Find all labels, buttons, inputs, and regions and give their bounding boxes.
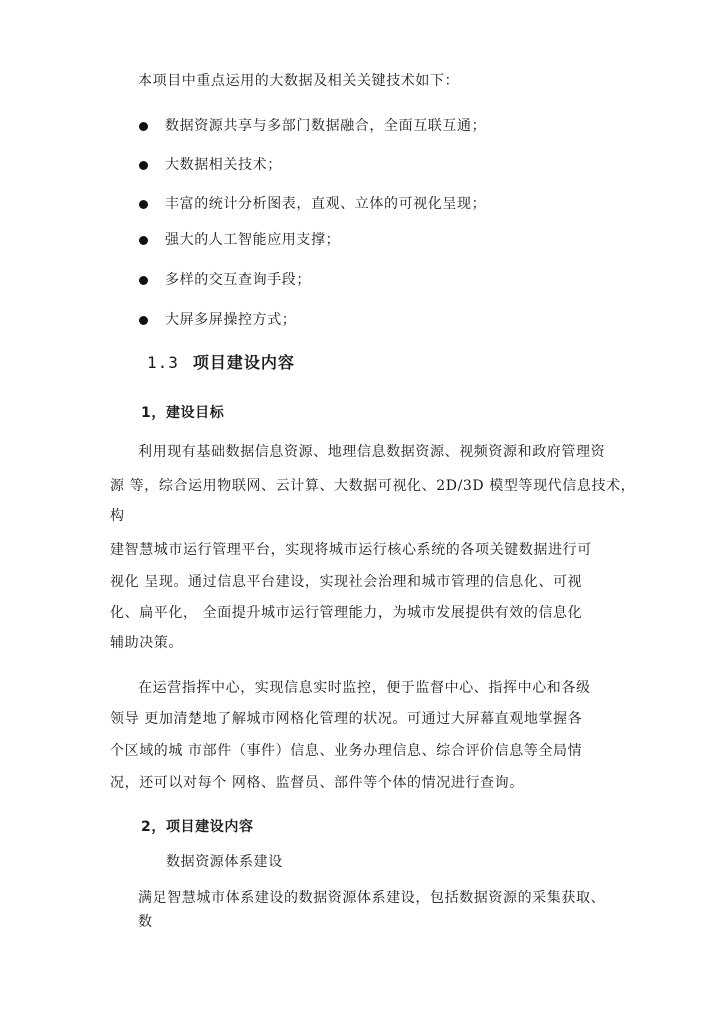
- paragraph-line: 满足智慧城市体系建设的数据资源体系建设，包括数据资源的采集获取、: [138, 890, 606, 906]
- bullet-item: 强大的人工智能应用支撑；: [165, 232, 341, 248]
- bullet-dot-icon: [139, 200, 148, 209]
- bullet-dot-icon: [139, 122, 148, 131]
- paragraph-line: 建智慧城市运行管理平台，实现将城市运行核心系统的各项关键数据进行可: [110, 542, 592, 558]
- paragraph-line: 利用现有基础数据信息资源、地理信息数据资源、视频资源和政府管理资: [138, 444, 606, 460]
- paragraph-line: 源 等，综合运用物联网、云计算、大数据可视化、2D/3D 模型等现代信息技术，: [110, 478, 636, 494]
- section-title: 项目建设内容: [192, 353, 295, 372]
- subheading-goal: 1，建设目标: [141, 405, 225, 421]
- paragraph-line: 辅助决策。: [110, 635, 183, 651]
- subheading-content: 2，项目建设内容: [141, 819, 254, 835]
- paragraph-line: 况，还可以对每个 网格、监督员、部件等个体的情况进行查询。: [110, 775, 524, 791]
- bullet-dot-icon: [139, 161, 148, 170]
- paragraph-line: 领导 更加清楚地了解城市网格化管理的状况。可通过大屏幕直观地掌握各: [110, 711, 583, 727]
- bullet-item: 大数据相关技术；: [165, 157, 282, 173]
- content-item-title: 数据资源体系建设: [166, 854, 283, 870]
- bullet-dot-icon: [139, 316, 148, 325]
- section-heading: [147, 350, 295, 373]
- section-number: 1.3: [147, 353, 179, 372]
- intro-text: 本项目中重点运用的大数据及相关关键技术如下：: [138, 73, 460, 89]
- paragraph-line: 在运营指挥中心，实现信息实时监控，便于监督中心、指挥中心和各级: [138, 680, 591, 696]
- bullet-item: 大屏多屏操控方式；: [165, 312, 297, 328]
- paragraph-line: 视化 呈现。通过信息平台建设，实现社会治理和城市管理的信息化、可视: [110, 574, 583, 590]
- bullet-item: 多样的交互查询手段；: [165, 272, 311, 288]
- bullet-dot-icon: [139, 236, 148, 245]
- bullet-dot-icon: [139, 276, 148, 285]
- paragraph-line: 个区域的城 市部件（事件）信息、业务办理信息、综合评价信息等全局情: [110, 743, 583, 759]
- bullet-item: 丰富的统计分析图表，直观、立体的可视化呈现；: [165, 196, 487, 212]
- paragraph-line: 数: [138, 914, 153, 930]
- paragraph-line: 化、扁平化， 全面提升城市运行管理能力，为城市发展提供有效的信息化: [110, 605, 583, 621]
- bullet-item: 数据资源共享与多部门数据融合，全面互联互通；: [165, 118, 487, 134]
- paragraph-line: 构: [110, 508, 125, 524]
